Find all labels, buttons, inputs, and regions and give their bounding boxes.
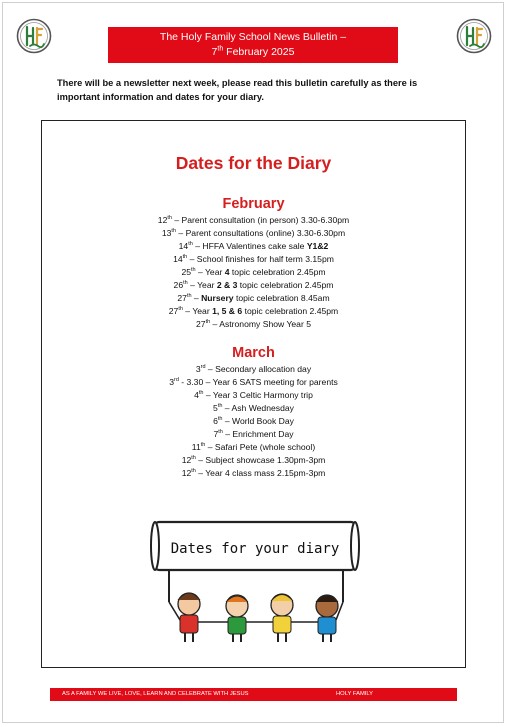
event-day: 14 — [173, 254, 183, 264]
diary-event — [42, 376, 465, 389]
diary-event — [42, 279, 465, 292]
diary-event — [42, 467, 465, 480]
february-event-list — [42, 214, 465, 331]
diary-event — [42, 305, 465, 318]
diary-box — [41, 120, 466, 668]
event-day-suffix: th — [198, 390, 204, 397]
event-day-suffix: th — [218, 429, 223, 436]
event-text: – Year — [182, 306, 213, 316]
event-text-after: topic celebration 2.45pm — [237, 280, 334, 290]
event-text: – Year — [195, 267, 225, 277]
event-text-bold: Y1&2 — [306, 241, 329, 251]
bulletin-date-rest: February 2025 — [223, 46, 295, 58]
event-text-bold: 4 — [224, 267, 230, 277]
event-day-suffix: th — [217, 416, 223, 423]
diary-event — [42, 454, 465, 467]
event-day-suffix: th — [205, 319, 211, 326]
event-text-bold: 1, 5 & 6 — [212, 306, 243, 316]
diary-event — [42, 402, 465, 415]
event-day: 11 — [191, 442, 201, 452]
event-day-suffix: th — [191, 455, 196, 462]
event-text-after: topic celebration 2.45pm — [229, 267, 326, 277]
event-text: – — [191, 293, 202, 303]
diary-event — [42, 318, 465, 331]
event-day-suffix: th — [200, 442, 206, 449]
bulletin-title-banner — [108, 27, 398, 63]
event-day: 13 — [161, 228, 172, 238]
event-text: – HFFA Valentines cake sale — [192, 241, 307, 251]
event-text: – Subject showcase 1.30pm-3pm — [195, 455, 326, 465]
event-day: 14 — [178, 241, 189, 251]
diary-event — [42, 415, 465, 428]
event-text: – Parent consultations (online) 3.30-6.30pm — [176, 228, 346, 238]
event-day-suffix: th — [191, 468, 196, 475]
event-day: 27 — [168, 306, 179, 316]
event-day-suffix: th — [188, 241, 193, 248]
event-text: – Ash Wednesday — [222, 403, 294, 413]
bulletin-title: The Holy Family School News Bulletin – — [159, 31, 347, 43]
event-text: – School finishes for half term 3.15pm — [187, 254, 334, 264]
event-day-suffix: th — [167, 215, 172, 222]
event-text-bold: Nursery — [201, 293, 234, 303]
event-day-suffix: th — [217, 403, 223, 410]
school-crest-icon — [16, 16, 52, 56]
event-day-suffix: th — [186, 293, 192, 300]
diary-event — [42, 227, 465, 240]
diary-event — [42, 363, 465, 376]
event-day-suffix: th — [182, 254, 188, 261]
event-text: – World Book Day — [222, 416, 294, 426]
event-day-suffix: th — [191, 267, 196, 274]
diary-event — [42, 214, 465, 227]
event-day: 7 — [213, 429, 219, 439]
month-heading-february: February — [222, 196, 285, 212]
month-heading-march: March — [232, 345, 275, 361]
event-day: 6 — [213, 416, 218, 426]
event-text: – Astronomy Show Year 5 — [210, 319, 311, 329]
event-text: – Year 3 Celtic Harmony trip — [203, 390, 313, 400]
diary-event — [42, 292, 465, 305]
event-day: 3 — [195, 364, 201, 374]
event-text: – Safari Pete (whole school) — [205, 442, 316, 452]
school-crest-icon — [456, 16, 492, 56]
event-text: – Enrichment Day — [222, 429, 294, 439]
event-day: 27 — [196, 319, 206, 329]
footer-bar — [50, 688, 457, 701]
event-day: 12 — [181, 468, 192, 478]
bulletin-date — [108, 45, 398, 60]
event-day: 4 — [194, 390, 199, 400]
bulletin-date-day: 7 — [211, 46, 218, 58]
event-day-suffix: rd — [173, 377, 179, 384]
clipart-banner-text: Dates for your diary — [170, 541, 340, 557]
event-day-suffix: th — [178, 306, 183, 313]
footer-motto: AS A FAMILY WE LIVE, LOVE, LEARN AND CELEBRATE WITH JESUS — [62, 691, 249, 697]
event-text: - 3.30 – Year 6 SATS meeting for parents — [178, 377, 338, 387]
event-text-after: topic celebration 2.45pm — [242, 306, 339, 316]
event-day-suffix: th — [183, 280, 188, 287]
diary-event — [42, 240, 465, 253]
event-text: – Year 4 class mass 2.15pm-3pm — [195, 468, 326, 478]
footer-school-name: HOLY FAMILY — [336, 691, 374, 697]
event-day: 25 — [181, 267, 191, 277]
event-text: – Secondary allocation day — [205, 364, 312, 374]
event-text: – Year — [187, 280, 217, 290]
event-day: 5 — [213, 403, 218, 413]
event-text-bold: 2 & 3 — [216, 280, 238, 290]
diary-event — [42, 253, 465, 266]
diary-event — [42, 389, 465, 402]
diary-event — [42, 266, 465, 279]
event-text-after: topic celebration 8.45am — [233, 293, 330, 303]
event-day: 27 — [177, 293, 187, 303]
dates-for-your-diary-clipart — [147, 516, 362, 646]
bulletin-date-suffix: th — [217, 45, 224, 53]
diary-event — [42, 428, 465, 441]
event-day-suffix: rd — [200, 364, 206, 371]
march-event-list — [42, 363, 465, 480]
event-day: 12 — [181, 455, 192, 465]
intro-notice: There will be a newsletter next week, please read this bulletin carefully as there is important information and dates for your diary. — [57, 78, 418, 102]
event-day: 3 — [169, 377, 174, 387]
event-text: – Parent consultation (in person) 3.30-6.30pm — [171, 215, 350, 225]
diary-event — [42, 441, 465, 454]
event-day-suffix: th — [171, 228, 177, 235]
event-day: 12 — [157, 215, 168, 225]
diary-title: Dates for the Diary — [175, 153, 332, 173]
event-day: 26 — [173, 280, 184, 290]
